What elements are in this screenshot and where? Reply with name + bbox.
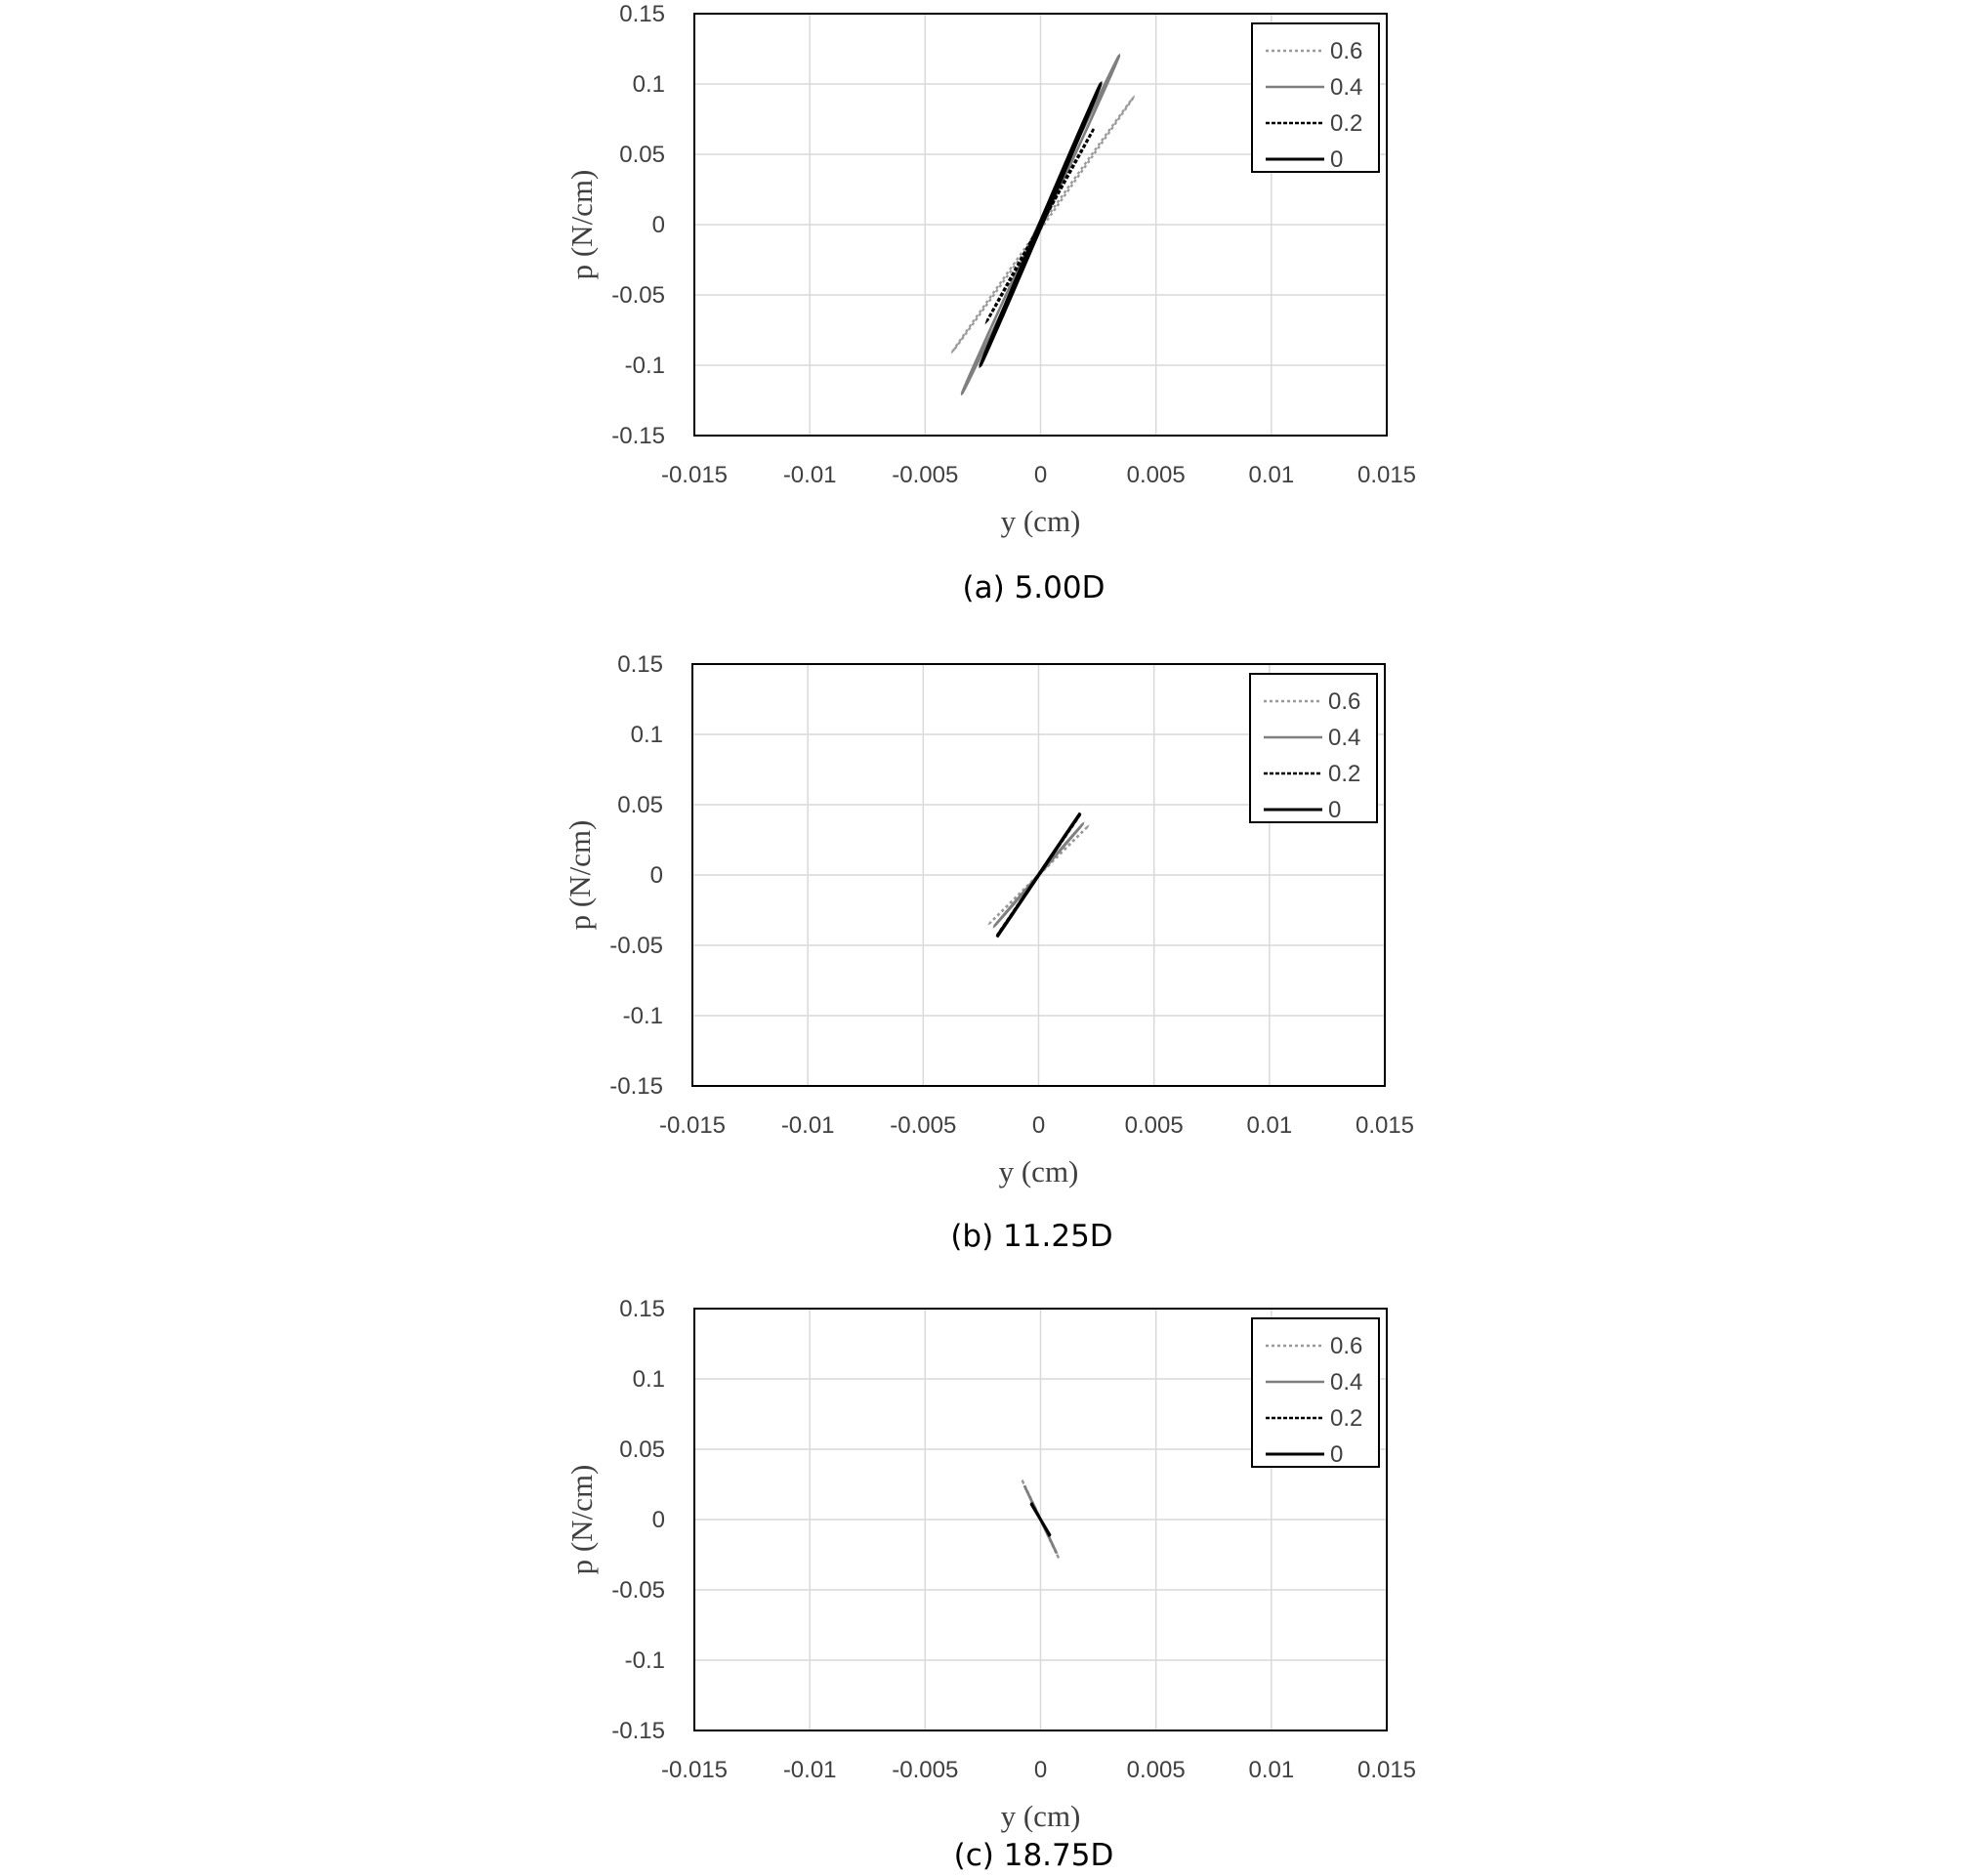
y-axis-label: p (N/cm): [564, 169, 599, 280]
x-tick-label: 0.01: [1248, 462, 1295, 488]
y-axis-label: p (N/cm): [564, 1464, 599, 1575]
legend: [1252, 1318, 1379, 1468]
x-tick-label: -0.015: [658, 1112, 727, 1139]
legend-label: 0.6: [1330, 38, 1363, 64]
legend: [1250, 674, 1377, 823]
y-tick-label: -0.1: [624, 1647, 665, 1674]
x-axis-label: y (cm): [1000, 504, 1081, 538]
y-tick-label: -0.15: [611, 1718, 665, 1744]
x-tick-label: 0.01: [1248, 1757, 1295, 1783]
chart-panel-1: [564, 1, 1416, 605]
y-tick-label: -0.1: [624, 353, 665, 379]
x-tick-label: -0.005: [890, 1112, 957, 1139]
legend-label: 0.2: [1328, 761, 1361, 787]
figure-caption: (b) 11.25D: [950, 1219, 1113, 1254]
y-tick-label: -0.05: [611, 1577, 665, 1604]
x-axis-label: y (cm): [1000, 1799, 1081, 1833]
legend-label: 0.4: [1330, 74, 1363, 101]
y-tick-label: 0: [651, 1507, 665, 1533]
x-tick-label: 0: [1033, 462, 1048, 488]
x-axis-label: y (cm): [998, 1154, 1079, 1188]
y-tick-label: -0.05: [611, 282, 665, 309]
y-tick-label: 0.05: [619, 1437, 665, 1463]
x-tick-label: -0.015: [660, 1757, 729, 1783]
y-tick-label: -0.15: [611, 423, 665, 449]
chart-panel-3: [564, 1296, 1416, 1873]
legend: [1252, 23, 1379, 173]
legend-label: 0.6: [1328, 688, 1361, 715]
x-tick-label: -0.01: [780, 1112, 835, 1139]
y-tick-label: 0.1: [630, 722, 663, 748]
x-tick-label: 0.015: [1355, 1112, 1415, 1139]
x-tick-label: -0.005: [892, 462, 959, 488]
legend-label: 0.2: [1330, 1405, 1363, 1432]
x-tick-label: 0: [1033, 1757, 1048, 1783]
y-tick-label: 0.15: [617, 651, 663, 678]
y-axis-label: p (N/cm): [563, 819, 597, 931]
y-tick-label: -0.05: [609, 933, 663, 959]
chart-panel-2: [563, 651, 1414, 1254]
legend-label: 0: [1328, 797, 1342, 823]
y-tick-label: 0.05: [619, 142, 665, 168]
x-tick-label: 0: [1031, 1112, 1046, 1139]
x-tick-label: -0.005: [892, 1757, 959, 1783]
legend-label: 0.4: [1328, 725, 1361, 751]
figure-caption: (c) 18.75D: [953, 1838, 1114, 1873]
x-tick-label: 0.005: [1126, 1757, 1186, 1783]
y-tick-label: -0.15: [609, 1073, 663, 1100]
legend-label: 0.2: [1330, 110, 1363, 137]
legend-label: 0: [1330, 146, 1344, 173]
legend-label: 0: [1330, 1441, 1344, 1468]
figure-caption: (a) 5.00D: [962, 570, 1106, 605]
x-tick-label: 0.015: [1356, 1757, 1417, 1783]
legend-label: 0.4: [1330, 1369, 1363, 1396]
x-tick-label: 0.015: [1356, 462, 1417, 488]
y-tick-label: 0.15: [619, 1, 665, 27]
x-tick-label: -0.015: [660, 462, 729, 488]
y-tick-label: 0.1: [632, 1366, 665, 1393]
y-tick-label: 0: [649, 862, 663, 889]
x-tick-label: -0.01: [782, 462, 837, 488]
y-tick-label: 0: [651, 212, 665, 238]
y-tick-label: 0.1: [632, 71, 665, 98]
x-tick-label: -0.01: [782, 1757, 837, 1783]
x-tick-label: 0.005: [1124, 1112, 1184, 1139]
legend-label: 0.6: [1330, 1333, 1363, 1359]
x-tick-label: 0.005: [1126, 462, 1186, 488]
y-tick-label: 0.15: [619, 1296, 665, 1322]
y-tick-label: 0.05: [617, 792, 663, 818]
x-tick-label: 0.01: [1246, 1112, 1293, 1139]
y-tick-label: -0.1: [622, 1003, 663, 1029]
